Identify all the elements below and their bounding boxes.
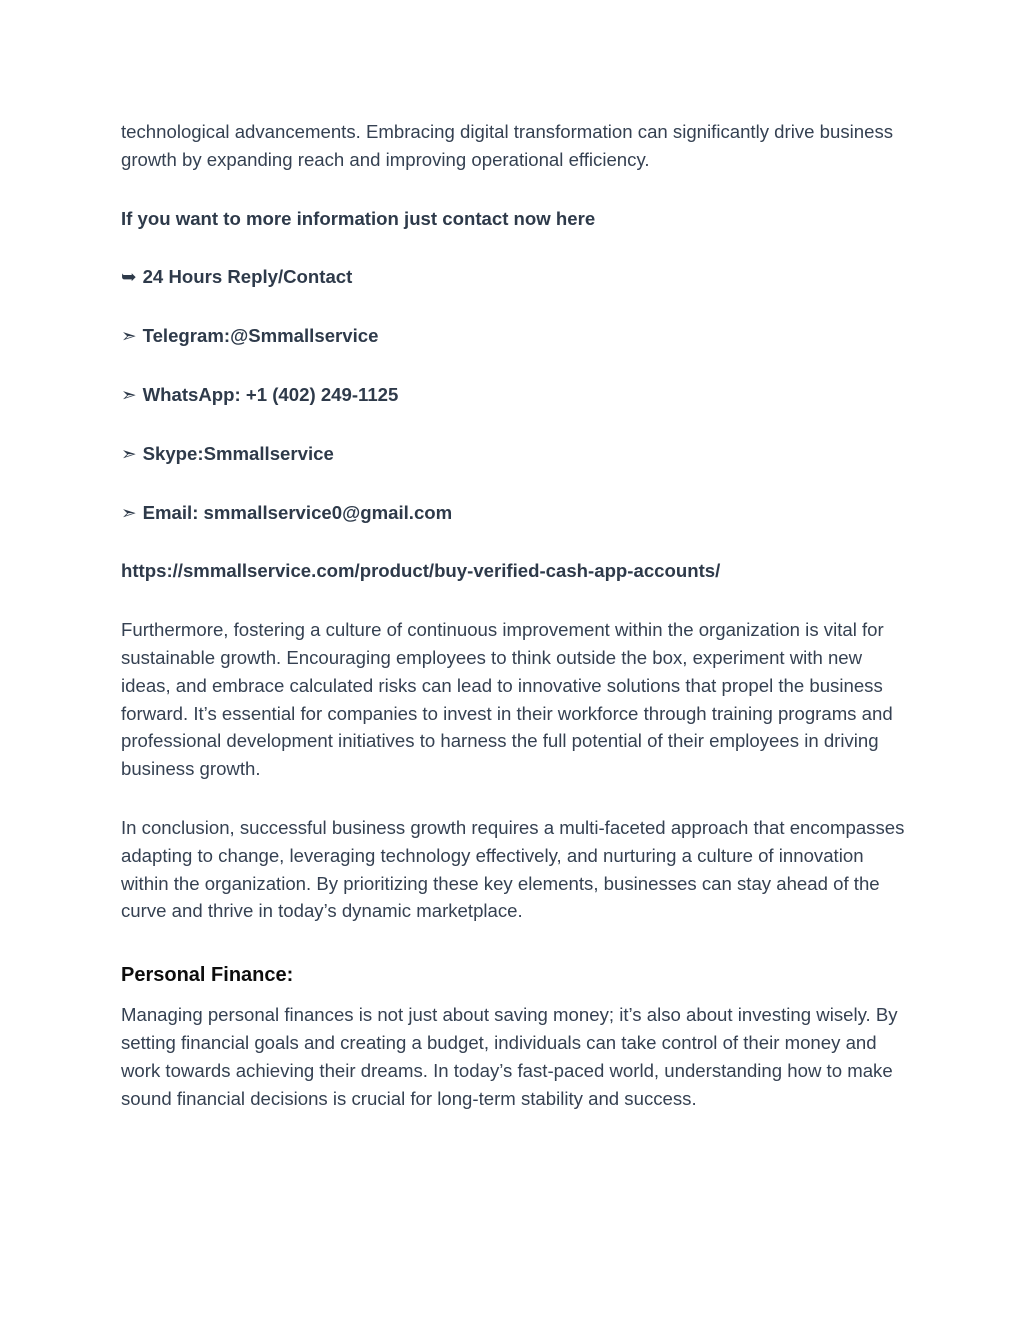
contact-item-hours — [121, 263, 911, 291]
arrowhead-icon: ➣ — [121, 383, 137, 405]
section-heading-personal-finance: Personal Finance: — [121, 964, 294, 987]
arrow-icon: ➥ — [121, 266, 137, 288]
contact-item-telegram — [121, 322, 911, 350]
contact-item-label: WhatsApp: +1 (402) 249-1125 — [142, 383, 399, 405]
contact-item-label: Email: smmallservice0@gmail.com — [142, 501, 453, 523]
document-page — [121, 118, 911, 1112]
contact-heading: If you want to more information just contact now here — [121, 207, 596, 229]
contact-item-email — [121, 499, 911, 527]
arrowhead-icon: ➣ — [121, 501, 137, 523]
finance-paragraph: Managing personal finances is not just about saving money; it’s also about investing wisely. By setting financial goals and creating a budget, individuals can take control of their money and work towards achieving their dreams. In today’s fast-paced world, understanding how to make sound financial decisions is crucial for long-term stability and success. — [121, 1004, 898, 1109]
conclusion-paragraph: In conclusion, successful business growth requires a multi-faceted approach that encompasses adapting to change, leveraging technology effectively, and nurturing a culture of innovation within the organization. By prioritizing these key elements, businesses can stay ahead of the curve and thrive in today’s dynamic marketplace. — [121, 816, 905, 922]
product-link[interactable]: https://smmallservice.com/product/buy-verified-cash-app-accounts/ — [121, 560, 721, 582]
intro-paragraph: technological advancements. Embracing digital transformation can significantly drive business growth by expanding reach and improving operational efficiency. — [121, 121, 894, 170]
arrowhead-icon: ➣ — [121, 325, 137, 347]
contact-item-label: Skype:Smmallservice — [142, 442, 334, 464]
improvement-paragraph: Furthermore, fostering a culture of continuous improvement within the organization is vital for sustainable growth. Encouraging employees to think outside the box, experiment with new ideas, and embrace calculated risks can lead to innovative solutions that propel the business forward. It’s essential for companies to invest in their workforce through training programs and professional development initiatives to harness the full potential of their employees in driving business growth. — [121, 619, 893, 780]
contact-item-label: 24 Hours Reply/Contact — [142, 266, 353, 288]
contact-item-whatsapp — [121, 381, 911, 409]
contact-item-skype — [121, 440, 911, 468]
contact-item-label: Telegram:@Smmallservice — [142, 325, 379, 347]
arrowhead-icon: ➣ — [121, 442, 137, 464]
